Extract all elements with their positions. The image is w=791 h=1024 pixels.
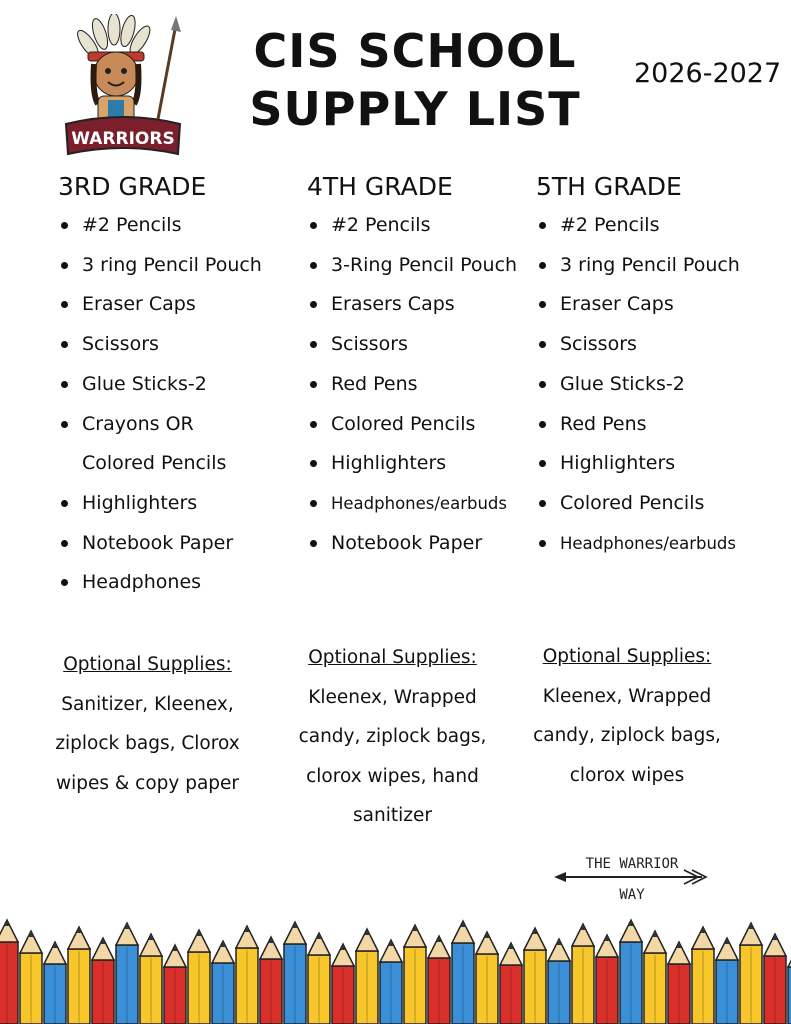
grade-heading: 4TH GRADE (307, 172, 453, 201)
list-item (307, 325, 517, 365)
list-item (58, 325, 262, 365)
pencil-border (0, 912, 791, 1024)
list-item (58, 524, 262, 564)
item-text: Notebook Paper (331, 531, 483, 554)
pencil-icon (380, 940, 402, 1024)
bullet-icon (539, 341, 546, 348)
pencil-icon (44, 942, 66, 1024)
list-item (536, 484, 740, 524)
pencil-icon (548, 939, 570, 1024)
bullet-icon (310, 421, 317, 428)
list-item-continued (58, 444, 262, 484)
title-line-2: SUPPLY LIST (249, 82, 581, 136)
grade-heading: 5TH GRADE (536, 172, 682, 201)
item-text: Scissors (560, 333, 637, 356)
item-text: Scissors (82, 333, 159, 356)
list-item (58, 365, 262, 405)
pencil-icon (428, 936, 450, 1024)
bullet-icon (61, 262, 68, 269)
pencil-icon (20, 931, 42, 1024)
bullet-icon (61, 301, 68, 308)
pencil-icon (668, 942, 690, 1024)
bullet-icon (61, 222, 68, 229)
item-text: Highlighters (82, 491, 198, 514)
optional-line: Kleenex, Wrapped (308, 686, 477, 708)
list-item (307, 246, 517, 286)
list-item (307, 206, 517, 246)
pencil-icon (620, 920, 642, 1024)
item-text: Headphones/earbuds (331, 493, 507, 513)
pencil-icon (452, 921, 474, 1024)
bullet-icon (539, 381, 546, 388)
optional-supplies-4th (290, 638, 495, 836)
bullet-icon (310, 540, 317, 547)
bullet-icon (310, 500, 317, 507)
item-text: Headphones (82, 571, 202, 594)
list-item (536, 444, 740, 484)
motto-line-2: WAY (619, 887, 645, 903)
pencil-icon (164, 945, 186, 1024)
bullet-icon (539, 500, 546, 507)
bullet-icon (61, 421, 68, 428)
list-item (536, 405, 740, 445)
pencil-icon (260, 937, 282, 1024)
pencil-icon (188, 930, 210, 1024)
bullet-icon (310, 381, 317, 388)
pencil-icon (284, 922, 306, 1024)
item-text: Colored Pencils (331, 412, 476, 435)
warrior-way-arrow-logo (552, 848, 712, 908)
bullet-icon (310, 460, 317, 467)
pencil-icon (116, 923, 138, 1024)
list-item (536, 365, 740, 405)
list-item (307, 405, 517, 445)
motto-line-1: THE WARRIOR (585, 856, 679, 872)
item-text: Red Pens (331, 372, 418, 395)
list-item (58, 285, 262, 325)
page-title (230, 22, 600, 138)
list-item (58, 405, 262, 445)
pencil-icon (572, 924, 594, 1024)
list-item (307, 365, 517, 405)
item-text: Colored Pencils (82, 452, 227, 475)
bullet-icon (539, 301, 546, 308)
pencil-icon (764, 934, 786, 1024)
optional-line: candy, ziplock bags, (533, 725, 721, 746)
arrow-head-icon (554, 872, 566, 882)
grade-heading: 3RD GRADE (58, 172, 207, 201)
bullet-icon (310, 222, 317, 229)
bullet-icon (61, 540, 68, 547)
list-item (536, 524, 740, 564)
item-text: 3-Ring Pencil Pouch (331, 253, 518, 276)
optional-line: clorox wipes, hand (306, 765, 479, 787)
bullet-icon (61, 579, 68, 586)
pencil-icon (524, 928, 546, 1024)
bullet-icon (539, 540, 546, 547)
item-text: Eraser Caps (560, 293, 674, 316)
item-text: 3 ring Pencil Pouch (560, 253, 740, 276)
pencil-icon (212, 941, 234, 1024)
school-year: 2026-2027 (634, 58, 782, 89)
pencil-icon (92, 938, 114, 1024)
grade-column-3rd (58, 170, 262, 603)
item-text: 3 ring Pencil Pouch (82, 253, 262, 276)
warriors-logo (58, 14, 188, 159)
bullet-icon (539, 222, 546, 229)
supply-list (536, 206, 740, 563)
pencil-icon (0, 920, 18, 1024)
pencil-icon (140, 934, 162, 1024)
optional-line: ziplock bags, Clorox (55, 733, 240, 754)
pencil-icon (740, 923, 762, 1024)
list-item (58, 563, 262, 603)
pencil-icon (356, 929, 378, 1024)
logo-text: WARRIORS (71, 129, 175, 149)
optional-line: candy, ziplock bags, (298, 726, 487, 747)
list-item (536, 285, 740, 325)
pencil-icon (68, 927, 90, 1024)
pencil-icon (596, 935, 618, 1024)
bullet-icon (61, 500, 68, 507)
item-text: #2 Pencils (331, 214, 431, 236)
optional-line: Kleenex, Wrapped (542, 685, 712, 707)
list-item (58, 246, 262, 286)
item-text: Crayons OR (82, 412, 194, 435)
item-text: Erasers Caps (331, 293, 455, 316)
supply-list (58, 206, 262, 603)
optional-line: Sanitizer, Kleenex, (61, 693, 234, 715)
pencil-icon (500, 943, 522, 1024)
optional-heading: Optional Supplies: (308, 647, 477, 668)
list-item (536, 206, 740, 246)
optional-heading: Optional Supplies: (542, 646, 712, 667)
list-item (307, 444, 517, 484)
pencil-icon (236, 926, 258, 1024)
pencil-icon (308, 933, 330, 1024)
list-item (536, 325, 740, 365)
grade-column-5th (536, 170, 740, 563)
bullet-icon (61, 341, 68, 348)
grade-column-4th (307, 170, 517, 563)
item-text: Glue Sticks-2 (560, 372, 685, 395)
item-text: Eraser Caps (82, 293, 196, 316)
optional-line: wipes & copy paper (55, 772, 240, 794)
pencil-icon (476, 932, 498, 1024)
item-text: #2 Pencils (560, 214, 660, 236)
item-text: Colored Pencils (560, 491, 705, 514)
item-text: Red Pens (560, 412, 647, 435)
pencil-icon (404, 925, 426, 1024)
item-text: Glue Sticks-2 (82, 372, 207, 395)
item-text: Scissors (331, 333, 408, 356)
item-text: Notebook Paper (82, 531, 234, 554)
title-line-1: CIS SCHOOL (253, 24, 577, 78)
optional-heading: Optional Supplies: (63, 654, 232, 675)
list-item (58, 206, 262, 246)
pencil-icon (716, 938, 738, 1024)
bullet-icon (539, 421, 546, 428)
optional-line: sanitizer (353, 805, 432, 826)
bullet-icon (61, 381, 68, 388)
item-text: Highlighters (560, 452, 676, 475)
pencil-icon (332, 944, 354, 1024)
optional-supplies-5th (522, 637, 732, 795)
list-item (307, 285, 517, 325)
bullet-icon (539, 262, 546, 269)
supply-list (307, 206, 517, 563)
item-text: #2 Pencils (82, 214, 182, 236)
list-item (307, 524, 517, 564)
list-item (536, 246, 740, 286)
bullet-icon (539, 460, 546, 467)
bullet-icon (310, 301, 317, 308)
optional-supplies-3rd (40, 645, 255, 803)
item-text: Headphones/earbuds (560, 533, 736, 553)
bullet-icon (310, 341, 317, 348)
pencil-icon (692, 927, 714, 1024)
bullet-icon (310, 262, 317, 269)
pencil-icon (644, 931, 666, 1024)
item-text: Highlighters (331, 452, 447, 475)
optional-line: clorox wipes (569, 764, 685, 786)
list-item (307, 484, 517, 524)
list-item (58, 484, 262, 524)
